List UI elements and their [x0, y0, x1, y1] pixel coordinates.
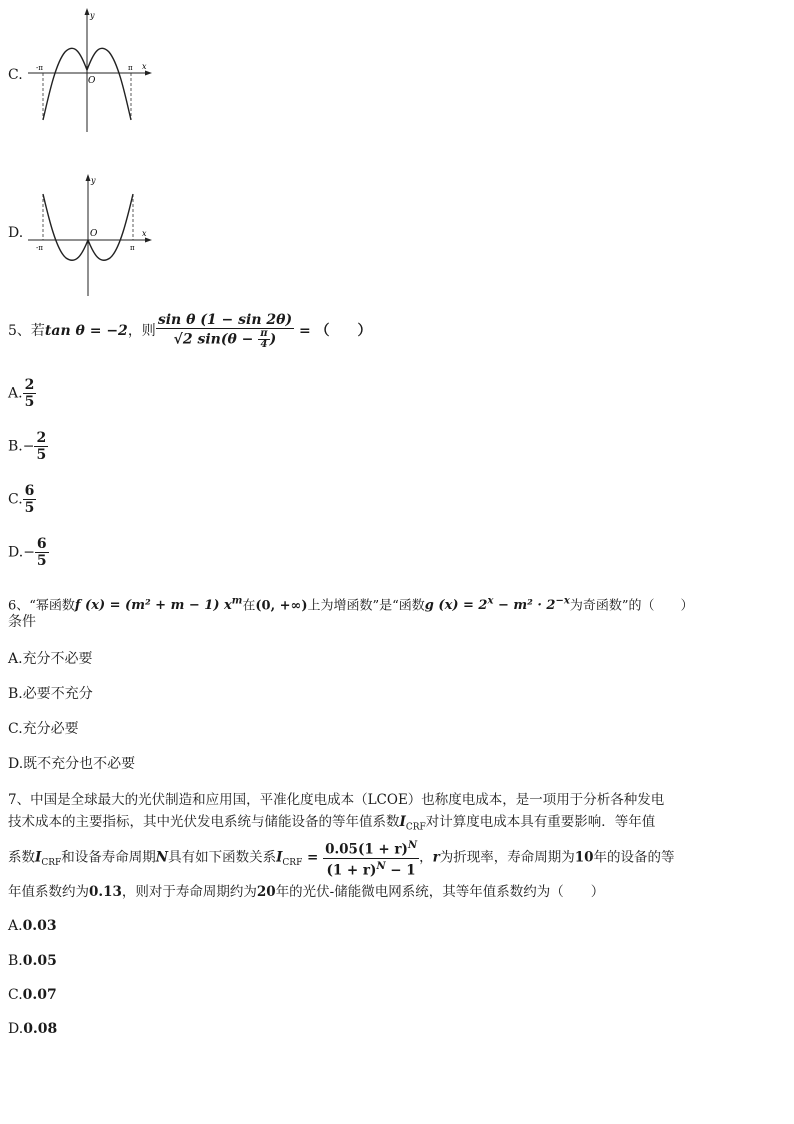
- q7-line-2: 技术成本的主要指标，其中光伏发电系统与储能设备的等年值系数$I_{CRF}$对计算度电成本具有重要影响．等年值: [8, 814, 656, 833]
- graph-c-x-arrow: [145, 71, 152, 76]
- q6-power-function: f (x) = (m² + m − 1) $x^m$: [74, 596, 243, 614]
- q5-option-c[interactable]: C. $\frac{6}{5}$: [8, 483, 35, 516]
- q5-denominator-b: ): [269, 331, 277, 348]
- q7-option-c[interactable]: C.0.07: [8, 987, 57, 1003]
- graph-d-x-arrow: [145, 238, 152, 243]
- question-6: 6、“幂函数f (x) = (m² + m − 1) $x^m$在(0, +∞)上为增函数”是“函数g $(x) = 2^x - m^2 \cdot 2^{-x}$为奇函数”的（ ）: [8, 596, 694, 614]
- q7-line-4: 年值系数约为0.13，则对于寿命周期约为20年的光伏-储能微电网系统，其等年值系数约为（ ）: [8, 884, 605, 900]
- q5-option-d[interactable]: D.− $\frac{6}{5}$: [8, 536, 47, 569]
- graph-c-pi: π: [128, 64, 133, 72]
- graph-d-origin: O: [90, 229, 98, 239]
- q6-option-c[interactable]: C.充分必要: [8, 721, 79, 737]
- q5-option-a[interactable]: A. $\frac{2}{5}$: [8, 377, 35, 410]
- q7-line-1: 7、中国是全球最大的光伏制造和应用国，平准化度电成本（LCOE）也称度电成本，是一项用于分析各种发电: [8, 792, 665, 808]
- q6-option-a[interactable]: A.充分不必要: [8, 651, 93, 667]
- graph-c-x-label: x: [142, 62, 147, 71]
- graph-d: [28, 170, 158, 298]
- q6-option-d[interactable]: D.既不充分也不必要: [8, 756, 136, 772]
- q5-den-pi: π: [260, 328, 268, 339]
- q6-interval: (0, +∞): [255, 598, 308, 614]
- q6-option-b[interactable]: B.必要不充分: [8, 686, 93, 702]
- q6-line-2: 条件: [8, 614, 36, 630]
- q5-prefix: 5、若: [8, 323, 45, 339]
- q7-option-a[interactable]: A.0.03: [8, 918, 57, 934]
- graph-c-neg-pi: -π: [36, 64, 43, 72]
- question-5: [8, 312, 372, 350]
- graph-d-y-arrow: [86, 174, 91, 181]
- q5-numerator: sin θ (1 − sin 2θ): [157, 312, 293, 328]
- q5-option-b[interactable]: B.− $\frac{2}{5}$: [8, 430, 47, 463]
- q5-expression: [156, 312, 294, 350]
- q6-function-g: g $(x) = 2^x - m^2 \cdot 2^{-x}$: [424, 596, 570, 614]
- graph-c-y-label: y: [90, 11, 95, 20]
- q5-condition: tan θ = −2: [44, 323, 128, 339]
- q5-tail: = （ ）: [294, 323, 372, 339]
- q5-then: ，则: [127, 323, 156, 339]
- graph-d-y-label: y: [91, 176, 96, 185]
- graph-c-origin: O: [88, 76, 96, 86]
- q7-crf-formula: $\frac{0.05(1 + r)^N}{(1 + r)^N - 1}$: [325, 840, 418, 878]
- q7-option-b[interactable]: B.0.05: [8, 953, 57, 969]
- q7-line-3: 系数$I_{CRF}$和设备寿命周期N具有如下函数关系$I_{CRF}$ = $\frac{0.05(1 + r)^N}{(1 + r)^N - 1}$ ，r为折现率，寿命周期为10年的设备的等: [8, 840, 675, 878]
- q7-option-d[interactable]: D.0.08: [8, 1021, 58, 1037]
- graph-c: [28, 4, 158, 134]
- graph-c-label: C.: [8, 67, 23, 83]
- graph-d-neg-pi: -π: [36, 244, 43, 252]
- q5-denominator-a: √2 sin(θ −: [173, 331, 259, 348]
- graph-d-x-label: x: [142, 229, 147, 238]
- q5-den-4: 4: [258, 339, 269, 350]
- graph-d-pi: π: [130, 244, 135, 252]
- graph-c-y-arrow: [85, 8, 90, 15]
- graph-d-label: D.: [8, 225, 24, 241]
